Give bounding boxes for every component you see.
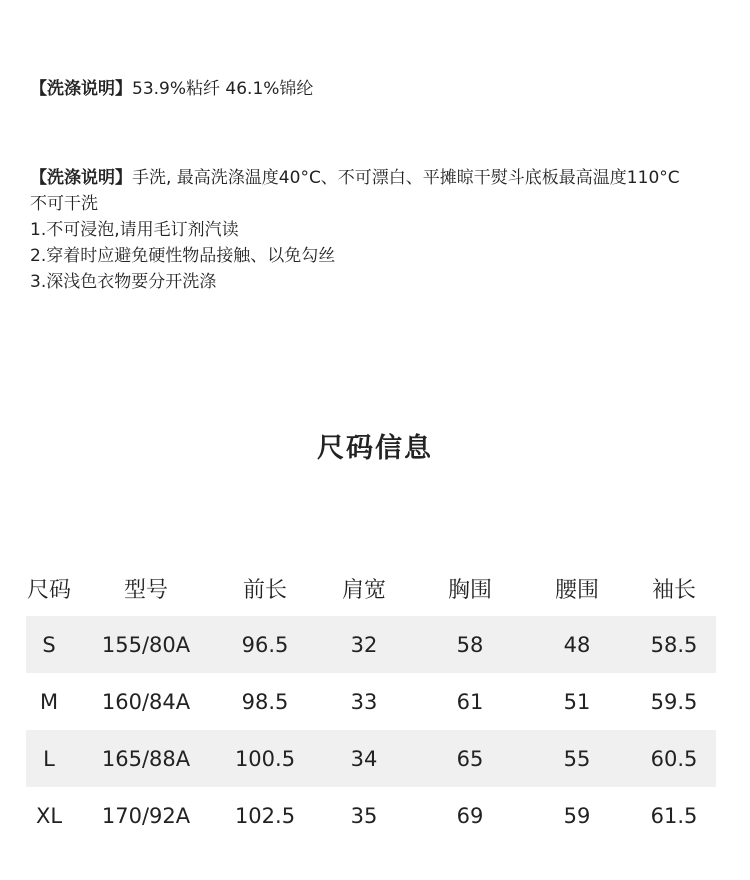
cell-model: 155/80A: [72, 616, 220, 673]
table-row: [26, 673, 716, 730]
cell-model: 160/84A: [101, 689, 191, 714]
size-table: [26, 560, 716, 844]
care-item: 3.深浅色衣物要分开洗涤: [30, 272, 217, 292]
care-text: 手洗, 最高洗涤温度40°C、不可漂白、平摊晾干熨斗底板最高温度110°C: [132, 168, 680, 188]
cell-waist: 48: [522, 616, 632, 673]
header-waist: 腰围: [554, 577, 599, 603]
cell-chest: 65: [418, 730, 522, 787]
cell-waist: 59: [563, 803, 591, 828]
table-row: [26, 787, 716, 844]
size-table-header: [26, 560, 716, 616]
cell-sleeve: 61.5: [650, 803, 698, 828]
composition-text: 53.9%粘纤 46.1%锦纶: [132, 79, 314, 99]
cell-chest: 58: [418, 616, 522, 673]
cell-shoulder: 32: [310, 616, 418, 673]
composition-label: 【洗涤说明】: [30, 79, 132, 99]
cell-waist: 51: [563, 689, 591, 714]
cell-sleeve: 60.5: [632, 730, 716, 787]
cell-size: S: [26, 616, 72, 673]
care-label: 【洗涤说明】: [30, 168, 132, 188]
care-item: 1.不可浸泡,请用毛订剂汽读: [30, 220, 239, 240]
cell-shoulder: 33: [350, 689, 378, 714]
header-chest: 胸围: [447, 577, 492, 603]
care-text-continued: 不可干洗: [30, 194, 98, 214]
cell-waist: 55: [522, 730, 632, 787]
table-row: [26, 730, 716, 787]
care-instructions-line: [30, 165, 680, 191]
header-model: 型号: [123, 577, 168, 603]
cell-front-length: 102.5: [234, 803, 296, 828]
composition-line: [30, 76, 313, 102]
cell-model: 165/88A: [72, 730, 220, 787]
size-info-title: 尺码信息: [317, 433, 433, 464]
header-size: 尺码: [26, 577, 71, 603]
header-front-length: 前长: [242, 577, 287, 603]
cell-size: XL: [35, 803, 63, 828]
cell-size: L: [26, 730, 72, 787]
cell-model: 170/92A: [101, 803, 191, 828]
cell-shoulder: 35: [350, 803, 378, 828]
cell-front-length: 100.5: [220, 730, 310, 787]
cell-size: M: [39, 689, 59, 714]
cell-front-length: 96.5: [220, 616, 310, 673]
cell-chest: 61: [456, 689, 484, 714]
table-row: [26, 616, 716, 673]
cell-sleeve: 59.5: [650, 689, 698, 714]
care-item: 2.穿着时应避免硬性物品接触、以免勾丝: [30, 246, 336, 266]
cell-front-length: 98.5: [241, 689, 289, 714]
cell-shoulder: 34: [310, 730, 418, 787]
cell-sleeve: 58.5: [632, 616, 716, 673]
header-sleeve: 袖长: [651, 577, 696, 603]
cell-chest: 69: [456, 803, 484, 828]
header-shoulder: 肩宽: [341, 577, 386, 603]
